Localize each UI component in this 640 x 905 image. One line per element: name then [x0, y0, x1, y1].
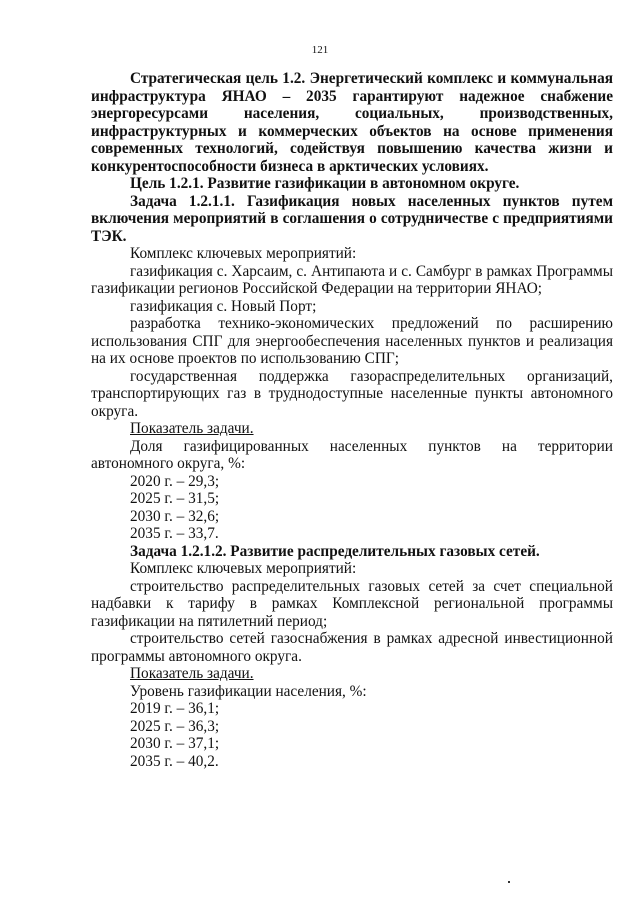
indicator-heading: [91, 665, 613, 683]
indicator-heading-text: Показатель задачи.: [130, 420, 254, 437]
page-number: 121: [311, 44, 329, 56]
measure-item: газификация с. Новый Порт;: [130, 297, 317, 315]
task-2-heading: Задача 1.2.1.2. Развитие распределительных газовых сетей.: [130, 542, 540, 560]
indicator-description: Уровень газификации населения, %:: [130, 682, 367, 700]
indicator-heading-text: Показатель задачи.: [130, 665, 254, 682]
measure-item: государственная поддержка газораспределительных организаций, транспортирующих газ в труднодоступные населенные пункты автономного округа.: [91, 367, 613, 420]
indicator-value: 2019 г. – 36,1;: [130, 700, 220, 717]
indicator-heading: [91, 420, 613, 438]
indicator-value: 2035 г. – 33,7.: [130, 525, 219, 542]
indicator-value: 2030 г. – 37,1;: [130, 735, 220, 752]
indicator-value: 2025 г. – 36,3;: [130, 717, 220, 735]
indicator-value: 2020 г. – 29,3;: [130, 472, 220, 490]
indicator-value: 2035 г. – 40,2.: [130, 752, 219, 770]
indicator-value: 2030 г. – 32,6;: [130, 507, 220, 525]
task-1-heading: Задача 1.2.1.1. Газификация новых населенных пунктов путем включения мероприятий в соглашения о сотрудничестве с предприятиями ТЭК.: [91, 192, 613, 245]
measure-item: разработка технико-экономических предложений по расширению использования СПГ для энергообеспечения населенных пунктов и реализация на их основе проектов по использованию СПГ;: [91, 315, 613, 367]
document-body: [91, 70, 613, 770]
strategic-goal-paragraph: Стратегическая цель 1.2. Энергетический комплекс и коммунальная инфраструктура ЯНАО – 2035 гарантируют надежное снабжение энергоресурсами населения, социальных, производственных, инфраструктурных и коммерческих объектов на основе применения современных технологий, содействуя повышению качества жизни и конкурентоспособности бизнеса в арктических условиях.: [91, 70, 613, 175]
indicator-value: 2025 г. – 31,5;: [130, 490, 220, 507]
measure-item: строительство сетей газоснабжения в рамках адресной инвестиционной программы автономного округа.: [91, 630, 613, 665]
measure-item: строительство распределительных газовых сетей за счет специальной надбавки к тарифу в рамках Комплексной региональной программы газификации на пятилетний период;: [91, 577, 613, 630]
measure-item: газификация с. Харсаим, с. Антипаюта и с. Самбург в рамках Программы газификации регионов Российской Федерации на территории ЯНАО;: [91, 262, 613, 297]
measures-heading: Комплекс ключевых мероприятий:: [130, 560, 357, 577]
measures-heading: Комплекс ключевых мероприятий:: [130, 245, 357, 262]
scan-speck: [508, 881, 510, 883]
goal-heading: Цель 1.2.1. Развитие газификации в автономном округе.: [130, 175, 520, 192]
indicator-description: Доля газифицированных населенных пунктов на территории автономного округа, %:: [91, 437, 613, 472]
